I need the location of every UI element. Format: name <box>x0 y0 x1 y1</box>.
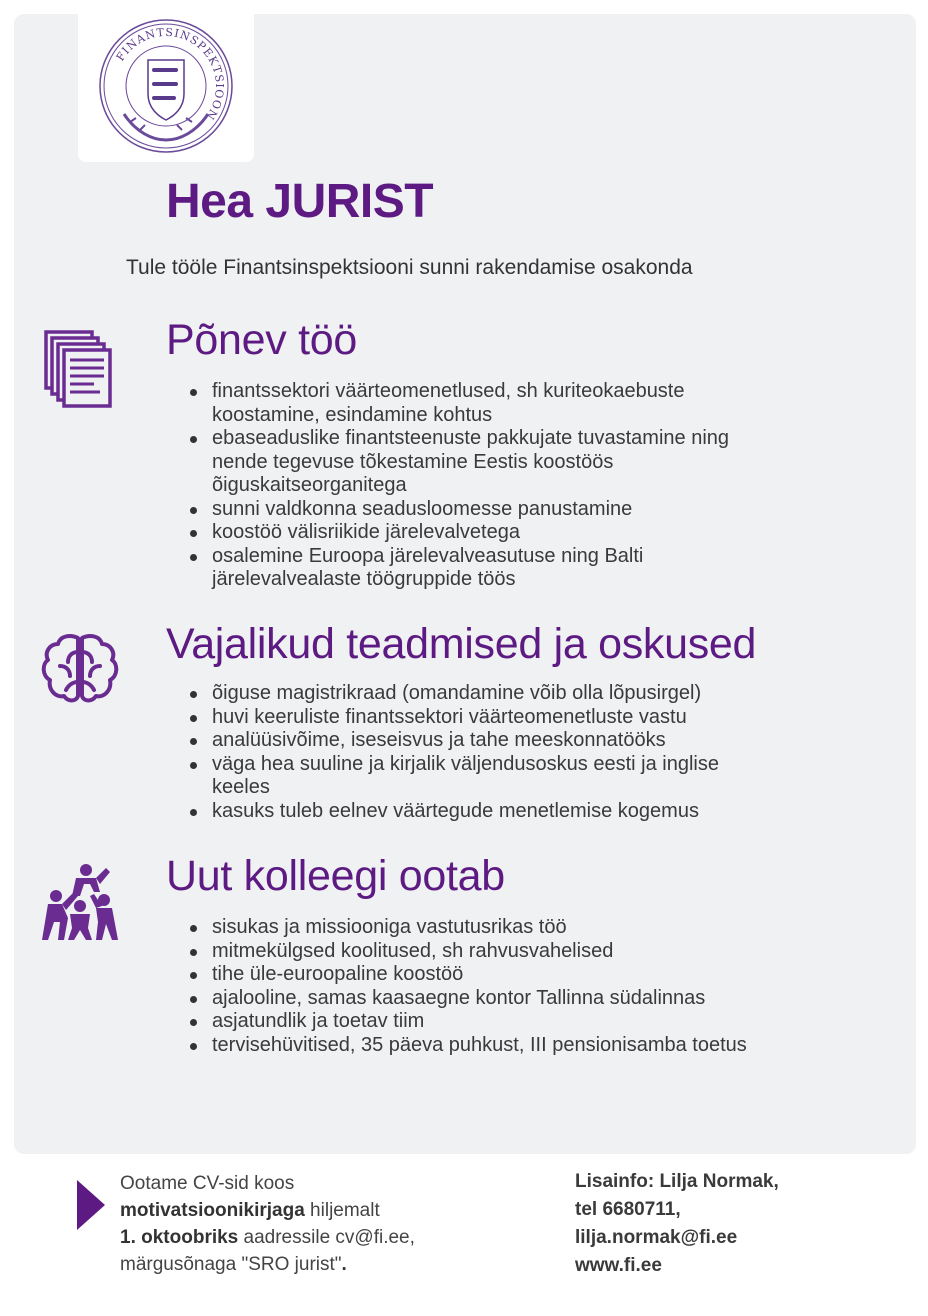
list-item: huvi keeruliste finantssektori väärteomenetluste vastu <box>190 706 810 730</box>
svg-text:FINANTSINSPEKTSIOON: FINANTSINSPEKTSIOON <box>113 25 227 123</box>
contact-label: Lisainfo: <box>575 1171 655 1192</box>
list-item: tihe üle-euroopaline koostöö <box>190 963 890 987</box>
apply-text: hiljemalt <box>304 1200 380 1221</box>
list-item: koostöö välisriikide järelevalvetega <box>190 521 790 545</box>
contact-info <box>575 1168 895 1280</box>
section-title-interesting-work: Põnev töö <box>166 316 357 364</box>
contact-name: Lilja Normak, <box>654 1171 779 1192</box>
list-interesting-work <box>190 380 790 592</box>
apply-bold-letter: motivatsioonikirjaga <box>120 1200 305 1221</box>
documents-icon <box>44 330 114 410</box>
contact-email[interactable]: lilja.normak@fi.ee <box>575 1227 738 1248</box>
team-icon <box>40 862 120 942</box>
brain-icon <box>40 632 120 704</box>
apply-text: Ootame CV-sid koos <box>120 1173 295 1194</box>
page-subtitle: Tule tööle Finantsinspektsiooni sunni rakendamise osakonda <box>126 256 693 279</box>
section-title-required-skills: Vajalikud teadmised ja oskused <box>166 620 757 668</box>
list-item: kasuks tuleb eelnev väärtegude menetlemise kogemus <box>190 800 810 824</box>
list-item: ebaseaduslike finantsteenuste pakkujate tuvastamine ning nende tegevuse tõkestamine Eestis koostöös õiguskaitseorganitega <box>190 427 790 498</box>
list-item: mitmekülgsed koolitused, sh rahvusvahelised <box>190 940 890 964</box>
contact-website[interactable]: www.fi.ee <box>575 1255 662 1276</box>
list-item: õiguse magistrikraad (omandamine võib olla lõpusirgel) <box>190 682 810 706</box>
apply-deadline: 1. oktoobriks <box>120 1227 239 1248</box>
list-item: asjatundlik ja toetav tiim <box>190 1010 890 1034</box>
finantsinspektsioon-seal-logo <box>96 14 236 154</box>
list-item: väga hea suuline ja kirjalik väljendusoskus eesti ja inglise keeles <box>190 753 730 800</box>
list-item: analüüsivõime, iseseisvus ja tahe meeskonnatööks <box>190 729 810 753</box>
page-title: Hea JURIST <box>166 175 434 228</box>
section-title-benefits: Uut kolleegi ootab <box>166 852 505 900</box>
list-benefits <box>190 916 890 1057</box>
application-instructions <box>120 1170 480 1278</box>
list-required-skills <box>190 682 810 823</box>
logo-container <box>78 14 254 162</box>
list-item: finantssektori väärteomenetlused, sh kuriteokaebuste koostamine, esindamine kohtus <box>190 380 790 427</box>
list-item: osalemine Euroopa järelevalveasutuse ning Balti järelevalvealaste töögruppide töös <box>190 545 790 592</box>
contact-phone: tel 6680711, <box>575 1199 681 1220</box>
list-item: ajalooline, samas kaasaegne kontor Tallinna südalinnas <box>190 987 890 1011</box>
arrow-right-icon <box>77 1180 105 1230</box>
list-item: tervisehüvitised, 35 päeva puhkust, III pensionisamba toetus <box>190 1034 890 1058</box>
list-item: sisukas ja missiooniga vastutusrikas töö <box>190 916 890 940</box>
apply-period: . <box>341 1254 347 1275</box>
apply-text-email: aadressile cv@fi.ee, märgusõnaga "SRO jurist" <box>120 1227 415 1275</box>
list-item: sunni valdkonna seadusloomesse panustamine <box>190 498 790 522</box>
